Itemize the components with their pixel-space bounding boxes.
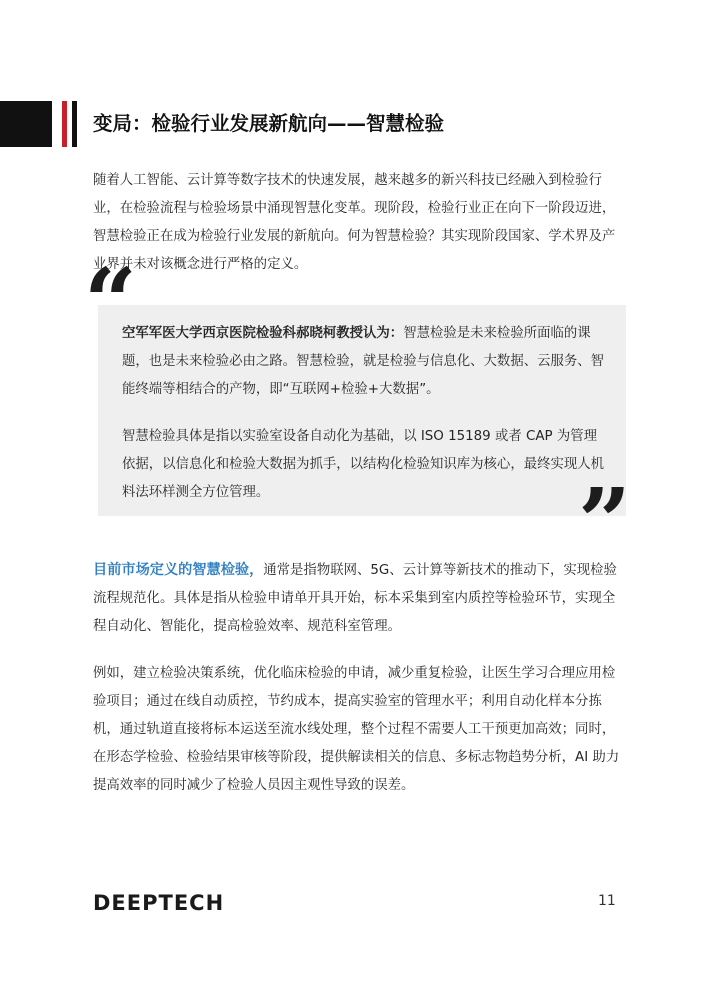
page-number: 11 — [598, 893, 616, 909]
brand-logo: DEEPTECH — [93, 891, 225, 915]
quote-paragraph-2: 智慧检验具体是指以实验室设备自动化为基础，以 ISO 15189 或者 CAP 为管理依据，以信息化和检验大数据为抓手，以结构化检验知识库为核心，最终实现人机料法环样测全方位管理。 — [122, 429, 605, 500]
section-title: 变局：检验行业发展新航向——智慧检验 — [93, 112, 445, 135]
market-paragraph — [93, 556, 623, 641]
header-black-block — [0, 101, 52, 147]
close-quote-icon: ” — [578, 468, 631, 576]
market-highlight: 目前市场定义的智慧检验， — [93, 562, 264, 578]
header-red-bar — [62, 101, 67, 147]
quote-text-1: 智慧检验是未来检验所面临的课题，也是未来检验必由之路。智慧检验，就是检验与信息化、大数据、云服务、智能终端等相结合的产物，即“互联网+检验+大数据”。 — [122, 326, 605, 397]
header-black-bar — [72, 101, 77, 147]
example-paragraph: 例如，建立检验决策系统，优化临床检验的申请，减少重复检验，让医生学习合理应用检验项目；通过在线自动质控，节约成本，提高实验室的管理水平；利用自动化样本分拣机，通过轨道直接将标本运送至流水线处理，整个过程不需要人工干预更加高效；同时，在形态学检验、检验结果审核等阶段，提供解读相关的信息、多标志物趋势分析，AI 助力提高效率的同时减少了检验人员因主观性导致的误差。 — [93, 666, 620, 793]
open-quote-icon: “ — [84, 248, 137, 356]
quote-speaker: 空军军医大学西京医院检验科郝晓柯教授认为： — [122, 326, 404, 341]
intro-paragraph: 随着人工智能、云计算等数字技术的快速发展，越来越多的新兴科技已经融入到检验行业，在检验流程与检验场景中涌现智慧化变革。现阶段，检验行业正在向下一阶段迈进，智慧检验正在成为检验行业发展的新航向。何为智慧检验？其实现阶段国家、学术界及产业界并未对该概念进行严格的定义。 — [93, 173, 616, 272]
market-text: 通常是指物联网、5G、云计算等新技术的推动下，实现检验流程规范化。具体是指从检验申请单开具开始，标本采集到室内质控等检验环节，实现全程自动化、智能化，提高检验效率、规范科室管理。 — [93, 563, 617, 634]
quote-paragraph-1 — [122, 320, 608, 404]
